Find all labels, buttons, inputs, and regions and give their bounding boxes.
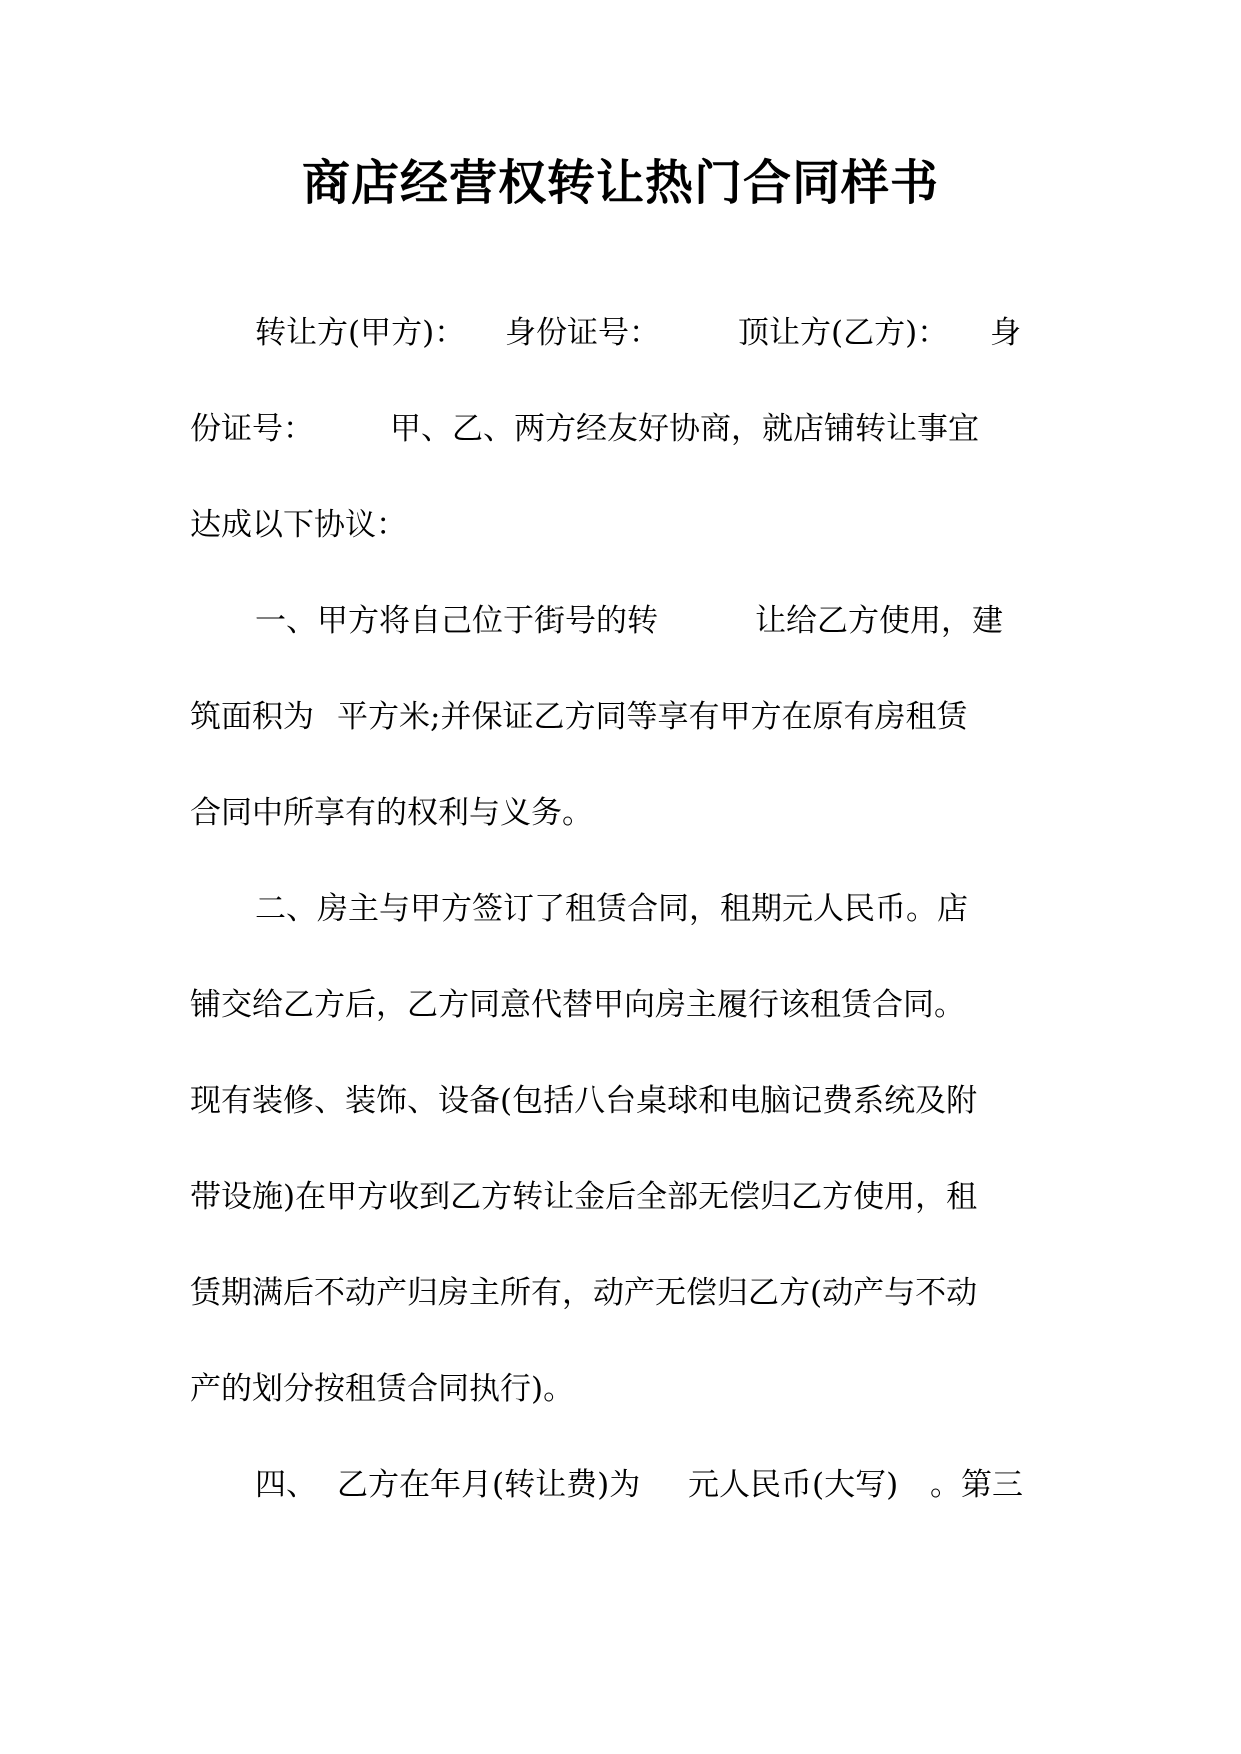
body-text-fragment: 一、甲方将自己位于街号的转 <box>255 603 658 639</box>
body-line <box>0 404 1241 454</box>
transferor-label: 转让方(甲方)： <box>255 315 466 351</box>
body-line <box>0 500 1241 550</box>
body-text-fragment: 达成以下协议： <box>190 507 407 543</box>
body-line <box>0 1364 1241 1414</box>
body-text-fragment: 二、房主与甲方签订了租赁合同，租期元人民币。店 <box>255 891 968 927</box>
body-text-fragment: 。第三 <box>930 1467 1023 1503</box>
body-line <box>0 692 1241 742</box>
body-text-fragment: 四、 <box>255 1467 317 1503</box>
body-text-fragment: 铺交给乙方后，乙方同意代替甲向房主履行该租赁合同。 <box>190 987 965 1023</box>
body-line <box>0 1172 1241 1222</box>
transferee-label: 顶让方(乙方)： <box>738 315 949 351</box>
body-text-fragment: 产的划分按租赁合同执行)。 <box>190 1371 575 1407</box>
body-text-fragment: 筑面积为 <box>190 699 314 735</box>
document-title: 商店经营权转让热门合同样书 <box>301 155 939 211</box>
body-text-fragment: 甲、乙、两方经友好协商，就店铺转让事宜 <box>390 411 979 447</box>
body-text-fragment: 赁期满后不动产归房主所有，动产无偿归乙方(动产与不动 <box>190 1275 978 1311</box>
body-line <box>0 980 1241 1030</box>
clause-4-line <box>0 1460 1241 1510</box>
body-line <box>0 788 1241 838</box>
clause-1-line <box>0 596 1241 646</box>
body-line <box>0 1076 1241 1126</box>
body-text-fragment: 现有装修、装饰、设备(包括八台桌球和电脑记费系统及附 <box>190 1083 978 1119</box>
body-text-fragment: 合同中所享有的权利与义务。 <box>190 795 593 831</box>
body-text-fragment: 身 <box>990 315 1021 351</box>
body-text-fragment: 元人民币(大写) <box>688 1467 899 1503</box>
body-line <box>0 308 1241 358</box>
clause-2-line <box>0 884 1241 934</box>
body-text-fragment: 让给乙方使用，建 <box>755 603 1003 639</box>
id-number-label: 身份证号： <box>505 315 660 351</box>
body-text-fragment: 乙方在年月(转让费)为 <box>337 1467 641 1503</box>
body-line <box>0 1268 1241 1318</box>
id-number-label: 份证号： <box>190 411 314 447</box>
body-text-fragment: 带设施)在甲方收到乙方转让金后全部无偿归乙方使用，租 <box>190 1179 978 1215</box>
body-text-fragment: 平方米;并保证乙方同等享有甲方在原有房租赁 <box>337 699 968 735</box>
